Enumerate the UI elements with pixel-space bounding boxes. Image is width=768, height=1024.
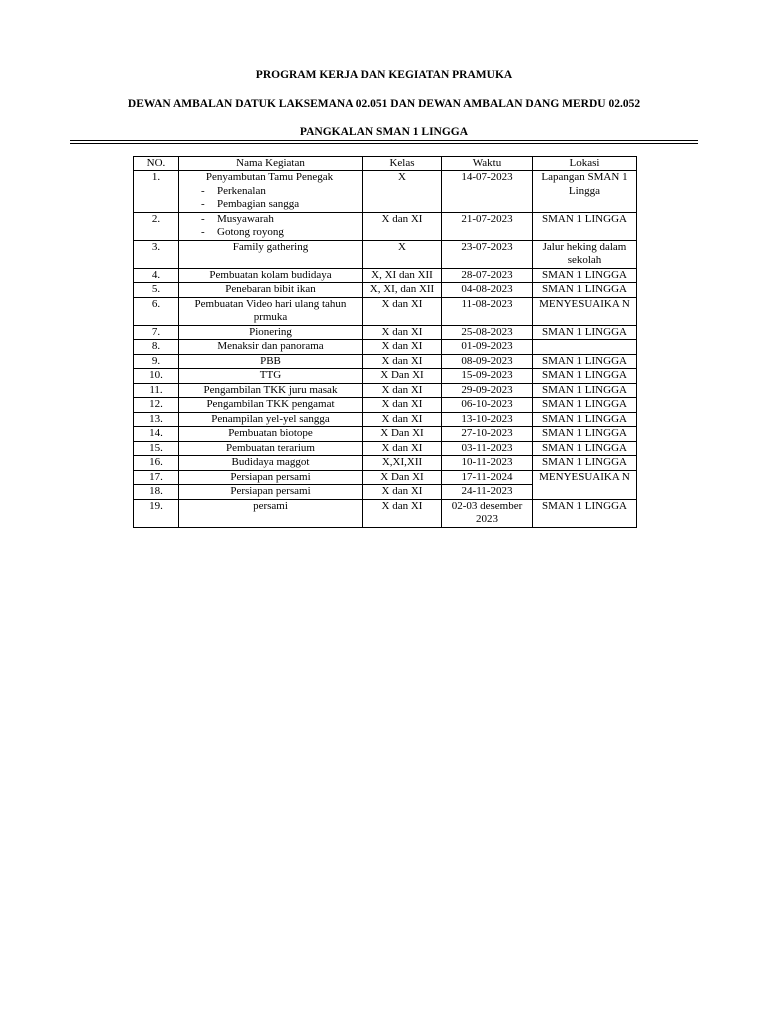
cell-no: 13. [134, 412, 179, 427]
cell-no: 11. [134, 383, 179, 398]
sub-activity-label: Perkenalan [217, 184, 266, 197]
table-row [134, 383, 637, 398]
header-rule-top [70, 140, 698, 141]
cell-nama-kegiatan: Family gathering [179, 240, 363, 268]
program-table [133, 156, 637, 528]
cell-nama-kegiatan: persami [179, 499, 363, 527]
cell-kelas: X [363, 171, 442, 213]
column-header-waktu: Waktu [442, 157, 533, 171]
cell-nama-kegiatan: Pionering [179, 325, 363, 340]
cell-lokasi: SMAN 1 LINGGA [533, 354, 637, 369]
cell-waktu: 23-07-2023 [442, 240, 533, 268]
cell-nama-kegiatan: Menaksir dan panorama [179, 340, 363, 355]
table-row [134, 470, 637, 485]
cell-nama-kegiatan: Pengambilan TKK pengamat [179, 398, 363, 413]
cell-kelas: X, XI dan XII [363, 268, 442, 283]
cell-no: 19. [134, 499, 179, 527]
cell-no: 5. [134, 283, 179, 298]
cell-no: 3. [134, 240, 179, 268]
cell-nama-kegiatan: Penampilan yel-yel sangga [179, 412, 363, 427]
cell-waktu: 29-09-2023 [442, 383, 533, 398]
cell-kelas: X dan XI [363, 212, 442, 240]
header-rule-bottom [70, 143, 698, 144]
cell-waktu: 11-08-2023 [442, 297, 533, 325]
cell-kelas: X Dan XI [363, 470, 442, 485]
cell-nama-kegiatan: Pembuatan biotope [179, 427, 363, 442]
table-row [134, 369, 637, 384]
cell-waktu: 08-09-2023 [442, 354, 533, 369]
cell-waktu: 02-03 desember 2023 [442, 499, 533, 527]
document-title: PROGRAM KERJA DAN KEGIATAN PRAMUKA [255, 69, 513, 81]
cell-kelas: X dan XI [363, 412, 442, 427]
cell-no: 16. [134, 456, 179, 471]
column-header-kelas: Kelas [363, 157, 442, 171]
cell-kelas: X dan XI [363, 325, 442, 340]
document-subtitle: DEWAN AMBALAN DATUK LAKSEMANA 02.051 DAN DEWAN AMBALAN DANG MERDU 02.052 [127, 98, 641, 110]
cell-lokasi: SMAN 1 LINGGA [533, 268, 637, 283]
cell-no: 15. [134, 441, 179, 456]
cell-nama-kegiatan: Persiapan persami [179, 485, 363, 500]
cell-waktu: 21-07-2023 [442, 212, 533, 240]
table-row [134, 412, 637, 427]
sub-activity: - Musyawarah [201, 212, 274, 225]
cell-lokasi: SMAN 1 LINGGA [533, 499, 637, 527]
cell-kelas: X dan XI [363, 441, 442, 456]
cell-kelas: X dan XI [363, 398, 442, 413]
cell-waktu: 03-11-2023 [442, 441, 533, 456]
cell-waktu: 24-11-2023 [442, 485, 533, 500]
cell-lokasi [533, 340, 637, 355]
cell-lokasi: SMAN 1 LINGGA [533, 398, 637, 413]
cell-waktu: 27-10-2023 [442, 427, 533, 442]
cell-kelas: X Dan XI [363, 427, 442, 442]
cell-kelas: X dan XI [363, 485, 442, 500]
cell-waktu: 01-09-2023 [442, 340, 533, 355]
table-row [134, 398, 637, 413]
cell-nama-kegiatan: Budidaya maggot [179, 456, 363, 471]
cell-nama-kegiatan: Persiapan persami [179, 470, 363, 485]
sub-activity: - Pembagian sangga [201, 198, 300, 210]
cell-no: 18. [134, 485, 179, 500]
cell-kelas: X dan XI [363, 383, 442, 398]
cell-kelas: X [363, 240, 442, 268]
cell-no: 12. [134, 398, 179, 413]
cell-waktu: 14-07-2023 [442, 171, 533, 213]
table-row [134, 171, 637, 213]
column-header-no: NO. [134, 157, 179, 171]
table-row [134, 354, 637, 369]
cell-lokasi: SMAN 1 LINGGA [533, 283, 637, 298]
table-row [134, 297, 637, 325]
cell-lokasi: Lapangan SMAN 1 Lingga [533, 171, 637, 213]
cell-kelas: X dan XI [363, 297, 442, 325]
cell-no: 17. [134, 470, 179, 485]
table-row [134, 499, 637, 527]
cell-waktu: 28-07-2023 [442, 268, 533, 283]
cell-no: 6. [134, 297, 179, 325]
cell-no: 9. [134, 354, 179, 369]
cell-lokasi: MENYESUAIKA N [533, 297, 637, 325]
cell-lokasi: SMAN 1 LINGGA [533, 427, 637, 442]
cell-nama-kegiatan: TTG [179, 369, 363, 384]
cell-lokasi: SMAN 1 LINGGA [533, 369, 637, 384]
sub-activity: - Gotong royong [201, 226, 284, 238]
cell-waktu: 15-09-2023 [442, 369, 533, 384]
cell-lokasi: SMAN 1 LINGGA [533, 441, 637, 456]
table-row [134, 340, 637, 355]
cell-lokasi: MENYESUAIKA N [533, 470, 637, 499]
cell-waktu: 25-08-2023 [442, 325, 533, 340]
table-row [134, 441, 637, 456]
cell-no: 10. [134, 369, 179, 384]
cell-lokasi: SMAN 1 LINGGA [533, 212, 637, 240]
cell-waktu: 10-11-2023 [442, 456, 533, 471]
cell-nama-kegiatan: Pembuatan kolam budidaya [179, 268, 363, 283]
cell-kelas: X, XI, dan XII [363, 283, 442, 298]
cell-nama-kegiatan: Pembuatan terarium [179, 441, 363, 456]
cell-no: 14. [134, 427, 179, 442]
activity-name: Penyambutan Tamu Penegak [205, 171, 334, 183]
cell-nama-kegiatan [179, 212, 363, 240]
table-row [134, 240, 637, 268]
cell-no: 2. [134, 212, 179, 240]
cell-lokasi: SMAN 1 LINGGA [533, 456, 637, 471]
sub-activity-label: Gotong royong [217, 226, 284, 238]
cell-lokasi: SMAN 1 LINGGA [533, 412, 637, 427]
cell-kelas: X dan XI [363, 340, 442, 355]
table-header-row [134, 157, 637, 171]
column-header-nama-kegiatan: Nama Kegiatan [179, 157, 363, 171]
cell-waktu: 17-11-2024 [442, 470, 533, 485]
cell-lokasi: SMAN 1 LINGGA [533, 325, 637, 340]
cell-no: 8. [134, 340, 179, 355]
cell-kelas: X dan XI [363, 499, 442, 527]
table-row [134, 427, 637, 442]
cell-lokasi: Jalur heking dalam sekolah [533, 240, 637, 268]
cell-nama-kegiatan [179, 171, 363, 213]
cell-nama-kegiatan: Pembuatan Video hari ulang tahun prmuka [179, 297, 363, 325]
document-base-name: PANGKALAN SMAN 1 LINGGA [299, 126, 469, 138]
cell-kelas: X dan XI [363, 354, 442, 369]
cell-kelas: X Dan XI [363, 369, 442, 384]
table-row [134, 283, 637, 298]
cell-waktu: 13-10-2023 [442, 412, 533, 427]
cell-nama-kegiatan: Pengambilan TKK juru masak [179, 383, 363, 398]
table-row [134, 268, 637, 283]
cell-waktu: 06-10-2023 [442, 398, 533, 413]
column-header-lokasi: Lokasi [533, 157, 637, 171]
cell-kelas: X,XI,XII [363, 456, 442, 471]
cell-nama-kegiatan: PBB [179, 354, 363, 369]
cell-no: 1. [134, 171, 179, 213]
cell-no: 7. [134, 325, 179, 340]
sub-activity: - Perkenalan [201, 184, 266, 197]
cell-waktu: 04-08-2023 [442, 283, 533, 298]
cell-nama-kegiatan: Penebaran bibit ikan [179, 283, 363, 298]
sub-activity-label: Pembagian sangga [217, 198, 300, 210]
cell-lokasi: SMAN 1 LINGGA [533, 383, 637, 398]
table-row [134, 456, 637, 471]
table-row [134, 325, 637, 340]
cell-no: 4. [134, 268, 179, 283]
sub-activity-label: Musyawarah [217, 212, 274, 225]
table-row [134, 212, 637, 240]
